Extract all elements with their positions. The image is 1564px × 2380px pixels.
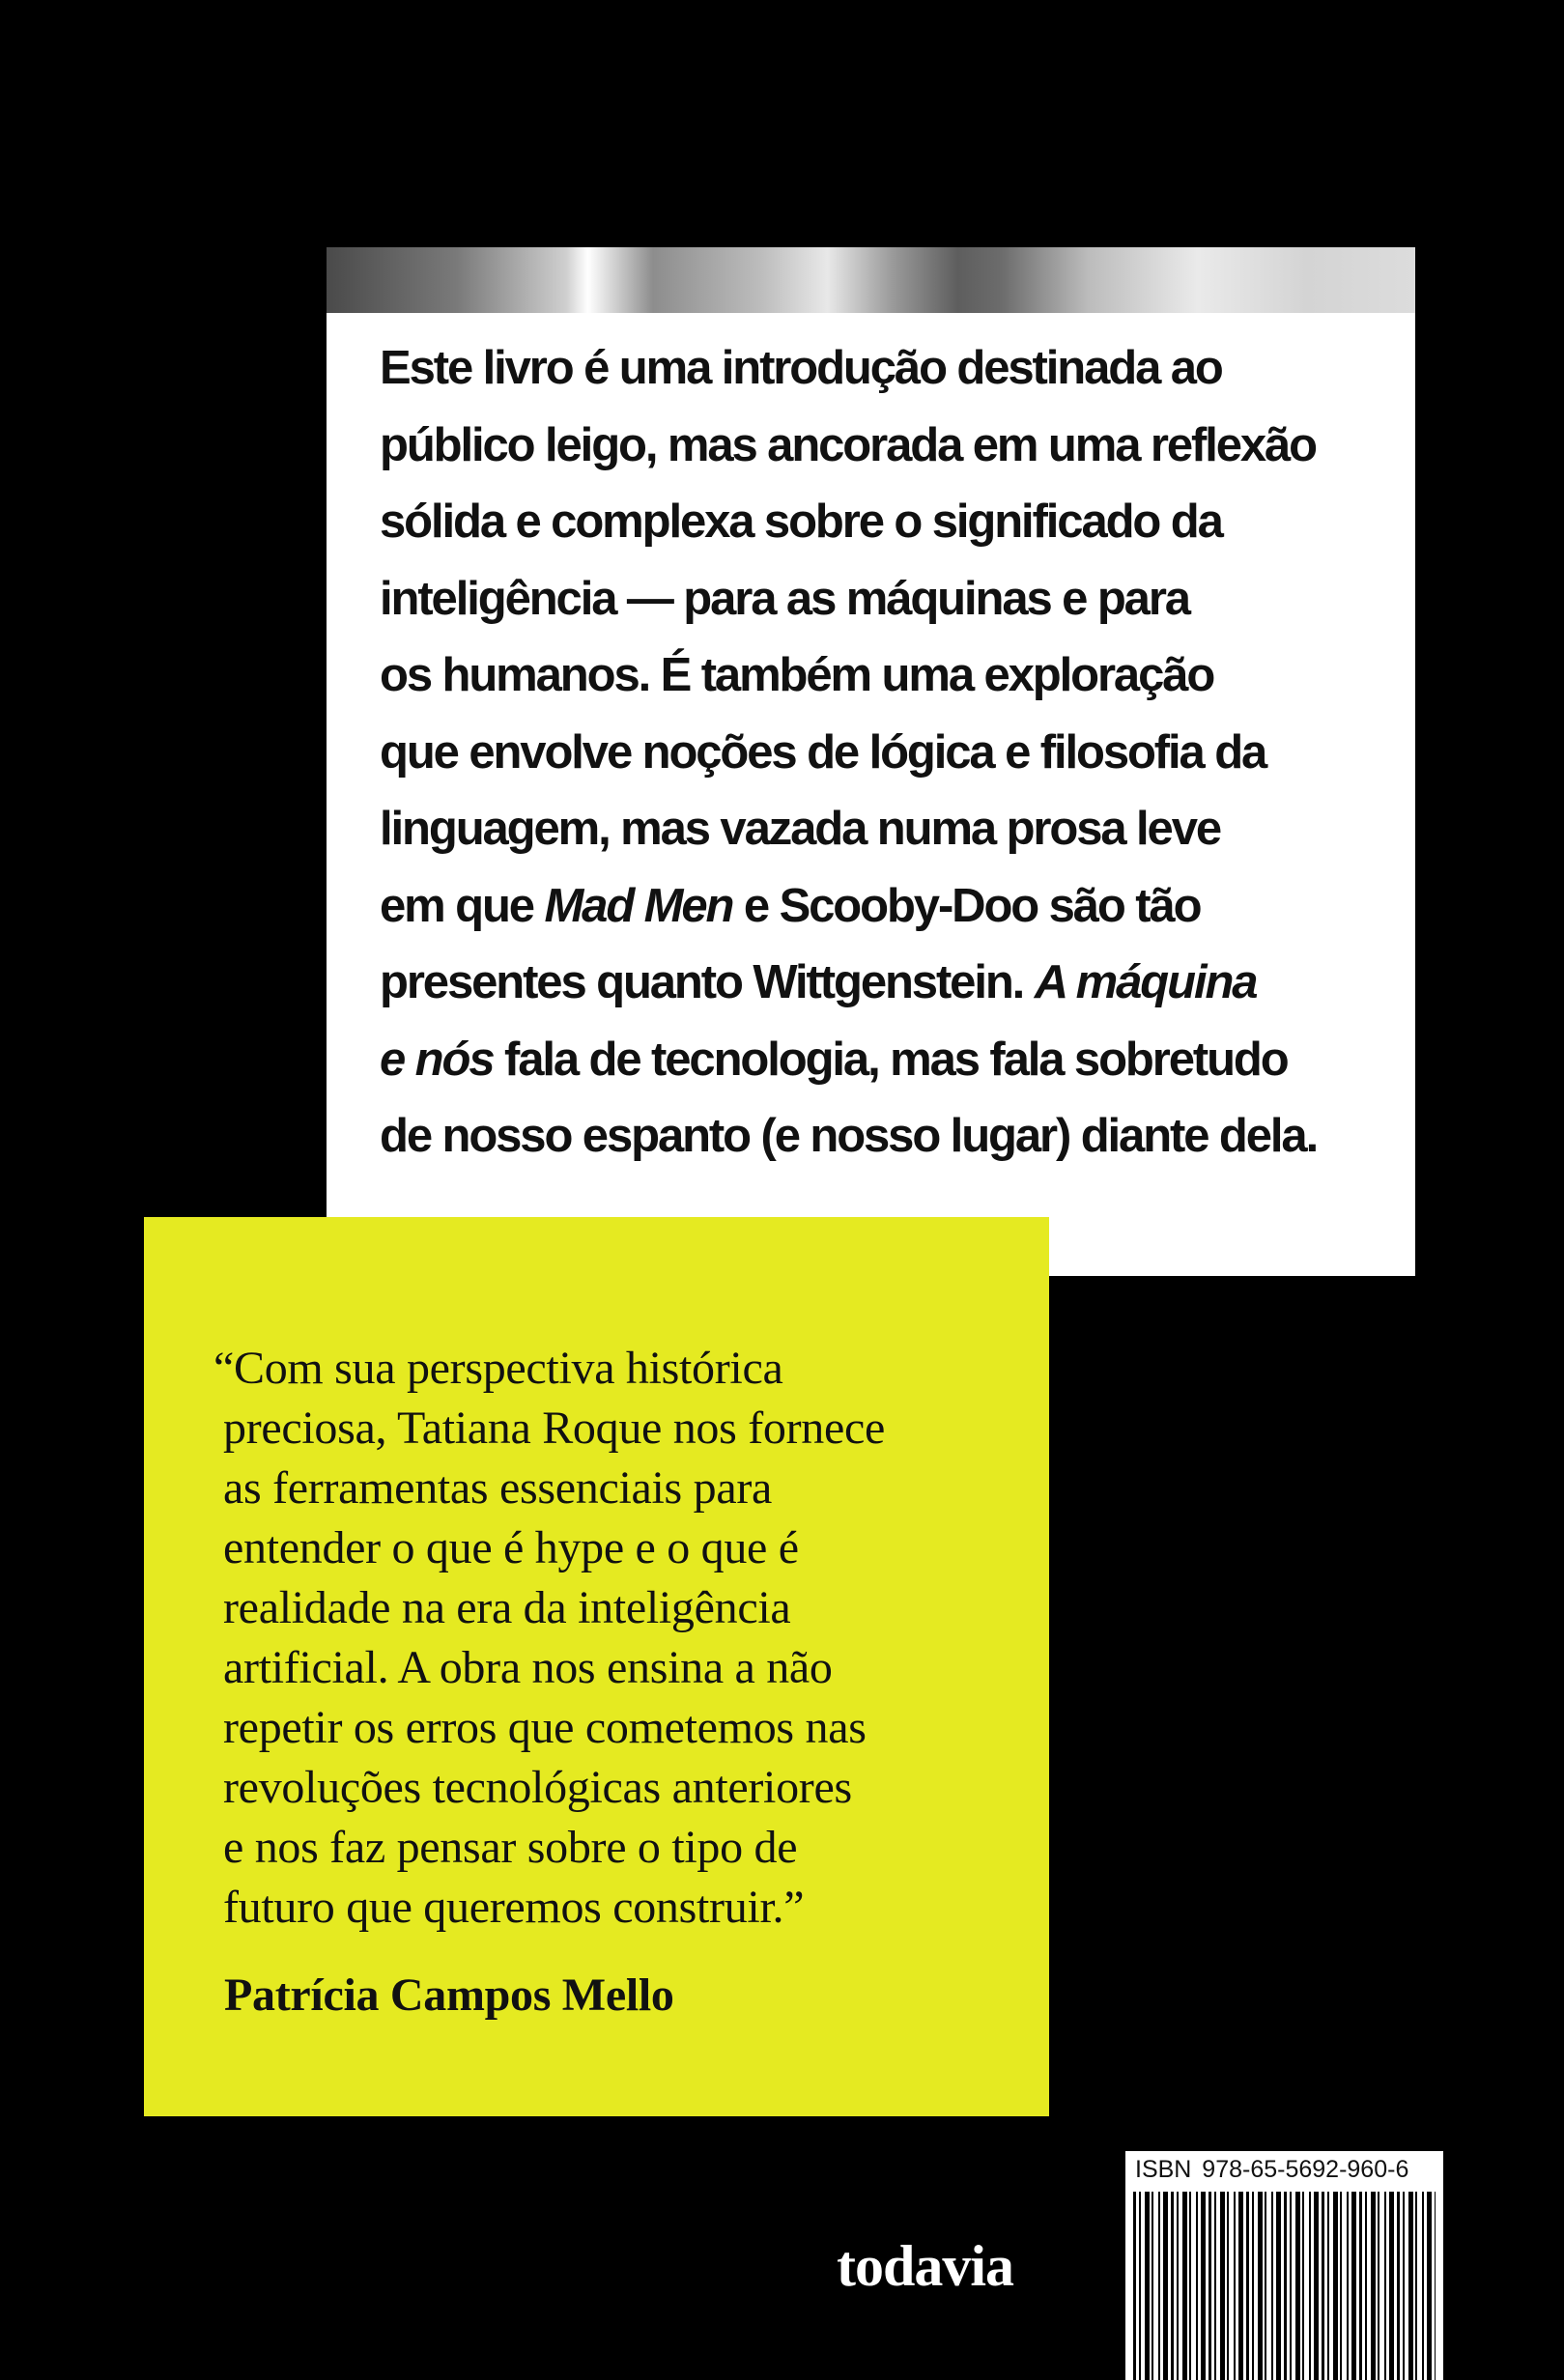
quote-line: as ferramentas essenciais para — [223, 1462, 773, 1514]
blurb-line — [380, 1022, 1404, 1099]
barcode — [1125, 2151, 1443, 2380]
blurb-line: que envolve noções de lógica e filosofia da — [380, 725, 1266, 779]
quote-line: revoluções tecnológicas anteriores — [223, 1762, 852, 1813]
blurb-line — [380, 945, 1404, 1022]
blurb-text: em que — [380, 879, 545, 932]
metallic-strip — [327, 247, 1415, 313]
quote-line: e nos faz pensar sobre o tipo de — [223, 1822, 798, 1873]
blurb-line: Este livro é uma introdução destinada ao — [380, 342, 1222, 394]
blurb-italic-title: A máquina — [1034, 956, 1257, 1008]
blurb-italic-title: Mad Men — [544, 879, 733, 932]
quote-line: entender o que é hype e o que é — [223, 1522, 799, 1573]
barcode-bars — [1133, 2192, 1436, 2380]
quote-author: Patrícia Campos Mello — [224, 1969, 674, 2021]
blurb-text: presentes quanto Wittgenstein. — [380, 956, 1035, 1008]
testimonial-quote — [213, 1339, 1035, 1938]
blurb-text: e Scooby-Doo são tão — [732, 879, 1201, 932]
quote-line: “Com sua perspectiva histórica — [213, 1343, 783, 1394]
blurb-italic-title: e nós — [380, 1033, 494, 1086]
blurb-line: sólida e complexa sobre o significado da — [380, 496, 1222, 548]
isbn-number: ISBN 978-65-5692-960-6 — [1135, 2156, 1409, 2183]
blurb-line: os humanos. É também uma exploração — [380, 649, 1214, 701]
blurb-text: fala de tecnologia, mas fala sobretudo — [493, 1033, 1288, 1086]
blurb-line: linguagem, mas vazada numa prosa leve — [380, 803, 1221, 855]
quote-panel — [144, 1217, 1049, 2116]
book-description — [380, 330, 1404, 1176]
quote-line: realidade na era da inteligência — [223, 1582, 791, 1633]
quote-line: futuro que queremos construir.” — [223, 1882, 805, 1933]
quote-line: artificial. A obra nos ensina a não — [223, 1642, 833, 1693]
blurb-line: inteligência — para as máquinas e para — [380, 572, 1189, 625]
quote-line: preciosa, Tatiana Roque nos fornece — [223, 1402, 885, 1454]
quote-line: repetir os erros que cometemos nas — [223, 1702, 867, 1753]
blurb-line: de nosso espanto (e nosso lugar) diante dela. — [380, 1110, 1318, 1162]
blurb-line: público leigo, mas ancorada em uma reflexão — [380, 418, 1316, 471]
publisher-logo: todavia — [837, 2234, 1014, 2298]
blurb-line — [380, 868, 1404, 946]
blurb-panel — [327, 247, 1415, 1276]
